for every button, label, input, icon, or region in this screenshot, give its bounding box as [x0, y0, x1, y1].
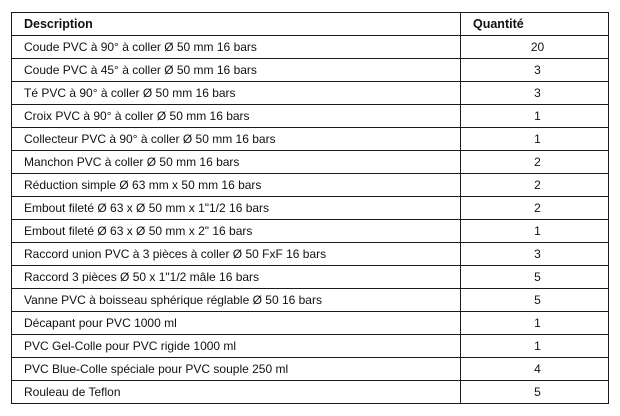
table-row: [12, 381, 609, 404]
row-description: Vanne PVC à boisseau sphérique réglable Ø 50 16 bars: [12, 289, 461, 312]
row-quantity: 5: [461, 289, 609, 312]
header-quantity: Quantité: [461, 13, 609, 36]
table-row: [12, 174, 609, 197]
row-description: Raccord 3 pièces Ø 50 x 1"1/2 mâle 16 bars: [12, 266, 461, 289]
table-row: [12, 151, 609, 174]
table-row: [12, 128, 609, 151]
row-description: Croix PVC à 90° à coller Ø 50 mm 16 bars: [12, 105, 461, 128]
row-quantity: 3: [461, 82, 609, 105]
row-quantity: 1: [461, 220, 609, 243]
table-row: [12, 243, 609, 266]
row-quantity: 2: [461, 151, 609, 174]
row-quantity: 5: [461, 266, 609, 289]
row-description: Coude PVC à 45° à coller Ø 50 mm 16 bars: [12, 59, 461, 82]
row-quantity: 1: [461, 128, 609, 151]
row-description: Embout fileté Ø 63 x Ø 50 mm x 2" 16 bars: [12, 220, 461, 243]
row-quantity: 5: [461, 381, 609, 404]
table-row: [12, 358, 609, 381]
row-description: Réduction simple Ø 63 mm x 50 mm 16 bars: [12, 174, 461, 197]
table-body: [12, 36, 609, 404]
table-row: [12, 105, 609, 128]
table-row: [12, 335, 609, 358]
table-header: [12, 13, 609, 36]
row-quantity: 1: [461, 105, 609, 128]
row-description: Manchon PVC à coller Ø 50 mm 16 bars: [12, 151, 461, 174]
table-row: [12, 266, 609, 289]
materials-table: [11, 12, 609, 404]
table-row: [12, 220, 609, 243]
table-row: [12, 36, 609, 59]
row-description: Coude PVC à 90° à coller Ø 50 mm 16 bars: [12, 36, 461, 59]
table-row: [12, 59, 609, 82]
row-quantity: 3: [461, 59, 609, 82]
row-quantity: 2: [461, 174, 609, 197]
row-description: Raccord union PVC à 3 pièces à coller Ø 50 FxF 16 bars: [12, 243, 461, 266]
row-quantity: 3: [461, 243, 609, 266]
row-description: Collecteur PVC à 90° à coller Ø 50 mm 16 bars: [12, 128, 461, 151]
table-row: [12, 197, 609, 220]
header-row: [12, 13, 609, 36]
row-quantity: 4: [461, 358, 609, 381]
row-description: Rouleau de Teflon: [12, 381, 461, 404]
row-description: PVC Blue-Colle spéciale pour PVC souple 250 ml: [12, 358, 461, 381]
row-quantity: 20: [461, 36, 609, 59]
row-quantity: 2: [461, 197, 609, 220]
table-row: [12, 312, 609, 335]
table-row: [12, 289, 609, 312]
row-description: Té PVC à 90° à coller Ø 50 mm 16 bars: [12, 82, 461, 105]
row-description: Embout fileté Ø 63 x Ø 50 mm x 1"1/2 16 bars: [12, 197, 461, 220]
table-row: [12, 82, 609, 105]
row-description: Décapant pour PVC 1000 ml: [12, 312, 461, 335]
row-quantity: 1: [461, 312, 609, 335]
row-description: PVC Gel-Colle pour PVC rigide 1000 ml: [12, 335, 461, 358]
row-quantity: 1: [461, 335, 609, 358]
header-description: Description: [12, 13, 461, 36]
